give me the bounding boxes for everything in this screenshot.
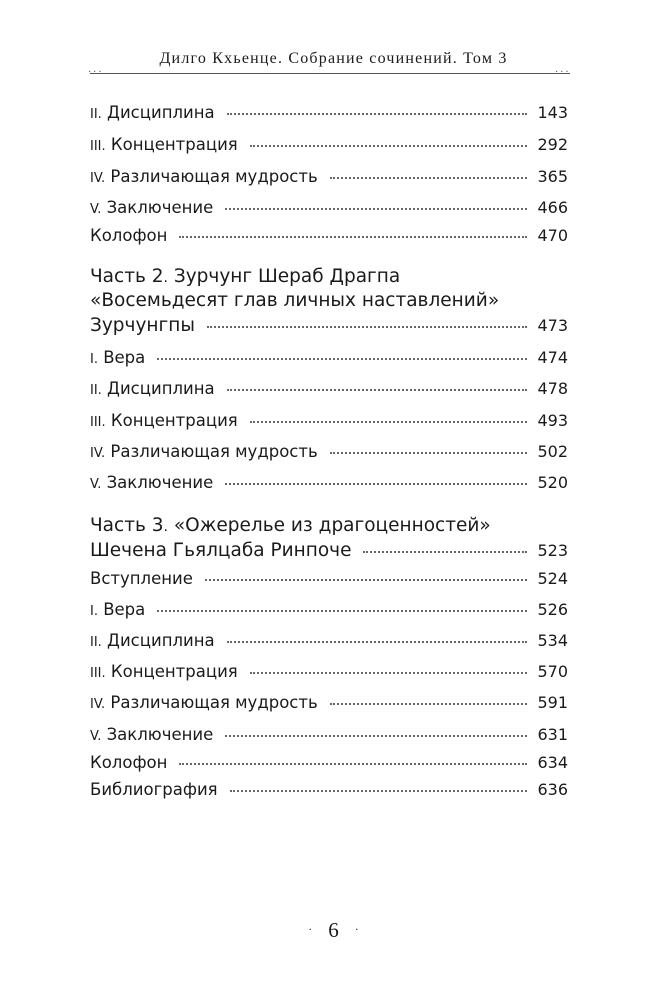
toc-entry[interactable]	[90, 753, 568, 775]
dot-leader	[330, 702, 528, 705]
toc-entry-label	[90, 569, 193, 591]
toc-entry-title: Различающая мудрость	[105, 442, 318, 461]
toc-entry-title: Дисциплина	[101, 379, 215, 398]
dot-leader	[205, 578, 528, 581]
running-head-dots-right: ...	[555, 64, 571, 75]
toc-entry-numeral: III.	[90, 139, 106, 154]
part-2-page: 473	[537, 316, 568, 335]
toc-entry-page: 636	[537, 780, 568, 799]
part-3-heading-line-2-text: Шечена Гьялцаба Ринпоче	[90, 540, 352, 561]
toc-entry-title: Различающая мудрость	[105, 693, 318, 712]
toc-entry-label	[90, 226, 167, 248]
toc-entry-title: Заключение	[101, 473, 214, 492]
toc-entry-page: 292	[537, 135, 568, 154]
dot-leader	[250, 671, 528, 674]
toc-entry-page: 478	[537, 379, 568, 398]
toc-entry[interactable]	[90, 379, 568, 401]
toc-entry-label	[90, 135, 238, 157]
part-2-heading-line-2[interactable]: «Восемьдесят глав личных наставлений»	[90, 290, 500, 311]
part-3-heading-line-1[interactable]	[90, 513, 568, 540]
toc-entry-label	[90, 442, 318, 464]
toc-entry[interactable]	[90, 662, 568, 684]
dot-leader	[225, 734, 527, 737]
toc-entry-page: 502	[537, 442, 568, 461]
page-number: 6	[328, 918, 339, 942]
toc-entry-title: Заключение	[101, 725, 214, 744]
toc-entry-numeral: II.	[90, 107, 102, 122]
toc-entry-title: Библиография	[90, 780, 218, 799]
part-3-prefix: Часть 3	[90, 515, 164, 536]
toc-entry-numeral: III.	[90, 666, 106, 681]
toc-entry-label	[90, 103, 215, 125]
dot-leader	[157, 609, 527, 612]
part-2-heading-line-1[interactable]	[90, 264, 568, 291]
toc-entry-title: Концентрация	[105, 662, 238, 681]
toc-entry[interactable]	[90, 473, 568, 495]
dot-leader	[227, 112, 528, 115]
toc-entry-page: 524	[537, 569, 568, 588]
toc-entry-page: 526	[537, 600, 568, 619]
toc-entry-label	[90, 753, 167, 775]
toc-entry[interactable]	[90, 600, 568, 622]
toc-entry[interactable]	[90, 226, 568, 248]
toc-entry-numeral: I.	[90, 352, 98, 367]
toc-entry[interactable]	[90, 569, 568, 591]
part-2-heading-line-3-text: Зурчунгпы	[90, 315, 195, 336]
toc-entry-label	[90, 473, 213, 495]
toc-entry[interactable]	[90, 135, 568, 157]
toc-entry-label	[90, 348, 145, 370]
toc-entry-title: Концентрация	[105, 411, 238, 430]
toc-entry-title: Вступление	[90, 569, 193, 588]
running-head-rule	[90, 73, 570, 74]
toc-entry-title: Колофон	[90, 753, 168, 772]
toc-entry-label	[90, 600, 145, 622]
toc-entry[interactable]	[90, 167, 568, 189]
dot-leader	[250, 144, 528, 147]
toc-entry-page: 143	[537, 103, 568, 122]
dot-leader	[227, 388, 528, 391]
folio-dot-left: ·	[308, 922, 313, 936]
toc-entry-page: 365	[537, 167, 568, 186]
toc-entry-title: Вера	[97, 348, 146, 367]
toc-entry-title: Колофон	[90, 226, 168, 245]
folio-dot-right: ·	[354, 922, 359, 936]
toc-entry[interactable]	[90, 103, 568, 125]
toc-entry[interactable]	[90, 780, 568, 802]
toc-entry-numeral: III.	[90, 415, 106, 430]
part-2-number-dot: .	[163, 270, 168, 286]
toc-entry-page: 493	[537, 411, 568, 430]
toc-entry-numeral: V.	[90, 202, 102, 217]
toc-entry-label	[90, 780, 218, 802]
toc-entry-numeral: IV.	[90, 697, 106, 712]
toc-entry-numeral: IV.	[90, 446, 106, 461]
toc-entry-page: 534	[537, 631, 568, 650]
toc-entry-numeral: IV.	[90, 171, 106, 186]
dot-leader	[179, 235, 527, 238]
dot-leader	[330, 176, 528, 179]
part-3-title: «Ожерелье из драгоценностей»	[167, 515, 491, 536]
toc-entry-title: Дисциплина	[101, 103, 215, 122]
toc-entry[interactable]	[90, 198, 568, 220]
toc-entry-numeral: V.	[90, 477, 102, 492]
toc-entry-title: Дисциплина	[101, 631, 215, 650]
toc-entry-title: Концентрация	[105, 135, 238, 154]
dot-leader	[230, 789, 528, 792]
toc-entry-label	[90, 379, 215, 401]
toc-entry-label	[90, 725, 213, 747]
toc-entry-title: Вера	[97, 600, 146, 619]
toc-entry-page: 570	[537, 662, 568, 681]
part-3-heading-line-2[interactable]	[90, 539, 568, 563]
toc-entry[interactable]	[90, 693, 568, 715]
running-head-dots-left: ...	[88, 64, 104, 75]
dot-leader	[179, 762, 527, 765]
toc-entry[interactable]	[90, 411, 568, 433]
dot-leader	[363, 550, 527, 553]
toc-entry-title: Различающая мудрость	[105, 167, 318, 186]
toc-entry-page: 591	[537, 693, 568, 712]
part-2-prefix: Часть 2	[90, 266, 164, 287]
toc-entry-label	[90, 693, 318, 715]
toc-entry-page: 520	[537, 473, 568, 492]
toc-entry-page: 474	[537, 348, 568, 367]
toc-entry[interactable]	[90, 348, 568, 370]
toc-entry-numeral: II.	[90, 635, 102, 650]
dot-leader	[330, 451, 528, 454]
toc-entry-numeral: I.	[90, 604, 98, 619]
toc-entry-page: 466	[537, 198, 568, 217]
running-head-title: Дилго Кхьенце. Собрание сочинений. Том 3	[159, 50, 508, 67]
toc-entry-page: 470	[537, 226, 568, 245]
toc-entry[interactable]	[90, 442, 568, 464]
dot-leader	[207, 325, 528, 328]
toc-entry-label	[90, 662, 238, 684]
dot-leader	[225, 207, 527, 210]
toc-entry-label	[90, 198, 213, 220]
toc-entry-page: 631	[537, 725, 568, 744]
page-folio	[0, 918, 667, 943]
toc-entry-page: 634	[537, 753, 568, 772]
part-2-heading-line-3[interactable]	[90, 314, 568, 338]
toc-entry-title: Заключение	[101, 198, 214, 217]
toc-entry[interactable]	[90, 725, 568, 747]
toc-entry-label	[90, 631, 215, 653]
dot-leader	[250, 420, 528, 423]
toc-entry[interactable]	[90, 631, 568, 653]
toc-entry-label	[90, 411, 238, 433]
part-3-number-dot: .	[163, 519, 168, 535]
dot-leader	[227, 640, 528, 643]
part-2-author: Зурчунг Шераб Драгпа	[167, 266, 401, 287]
toc-entry-label	[90, 167, 318, 189]
toc-entry-numeral: II.	[90, 383, 102, 398]
part-3-page: 523	[537, 541, 568, 560]
toc-entry-numeral: V.	[90, 729, 102, 744]
dot-leader	[225, 482, 527, 485]
dot-leader	[157, 357, 527, 360]
